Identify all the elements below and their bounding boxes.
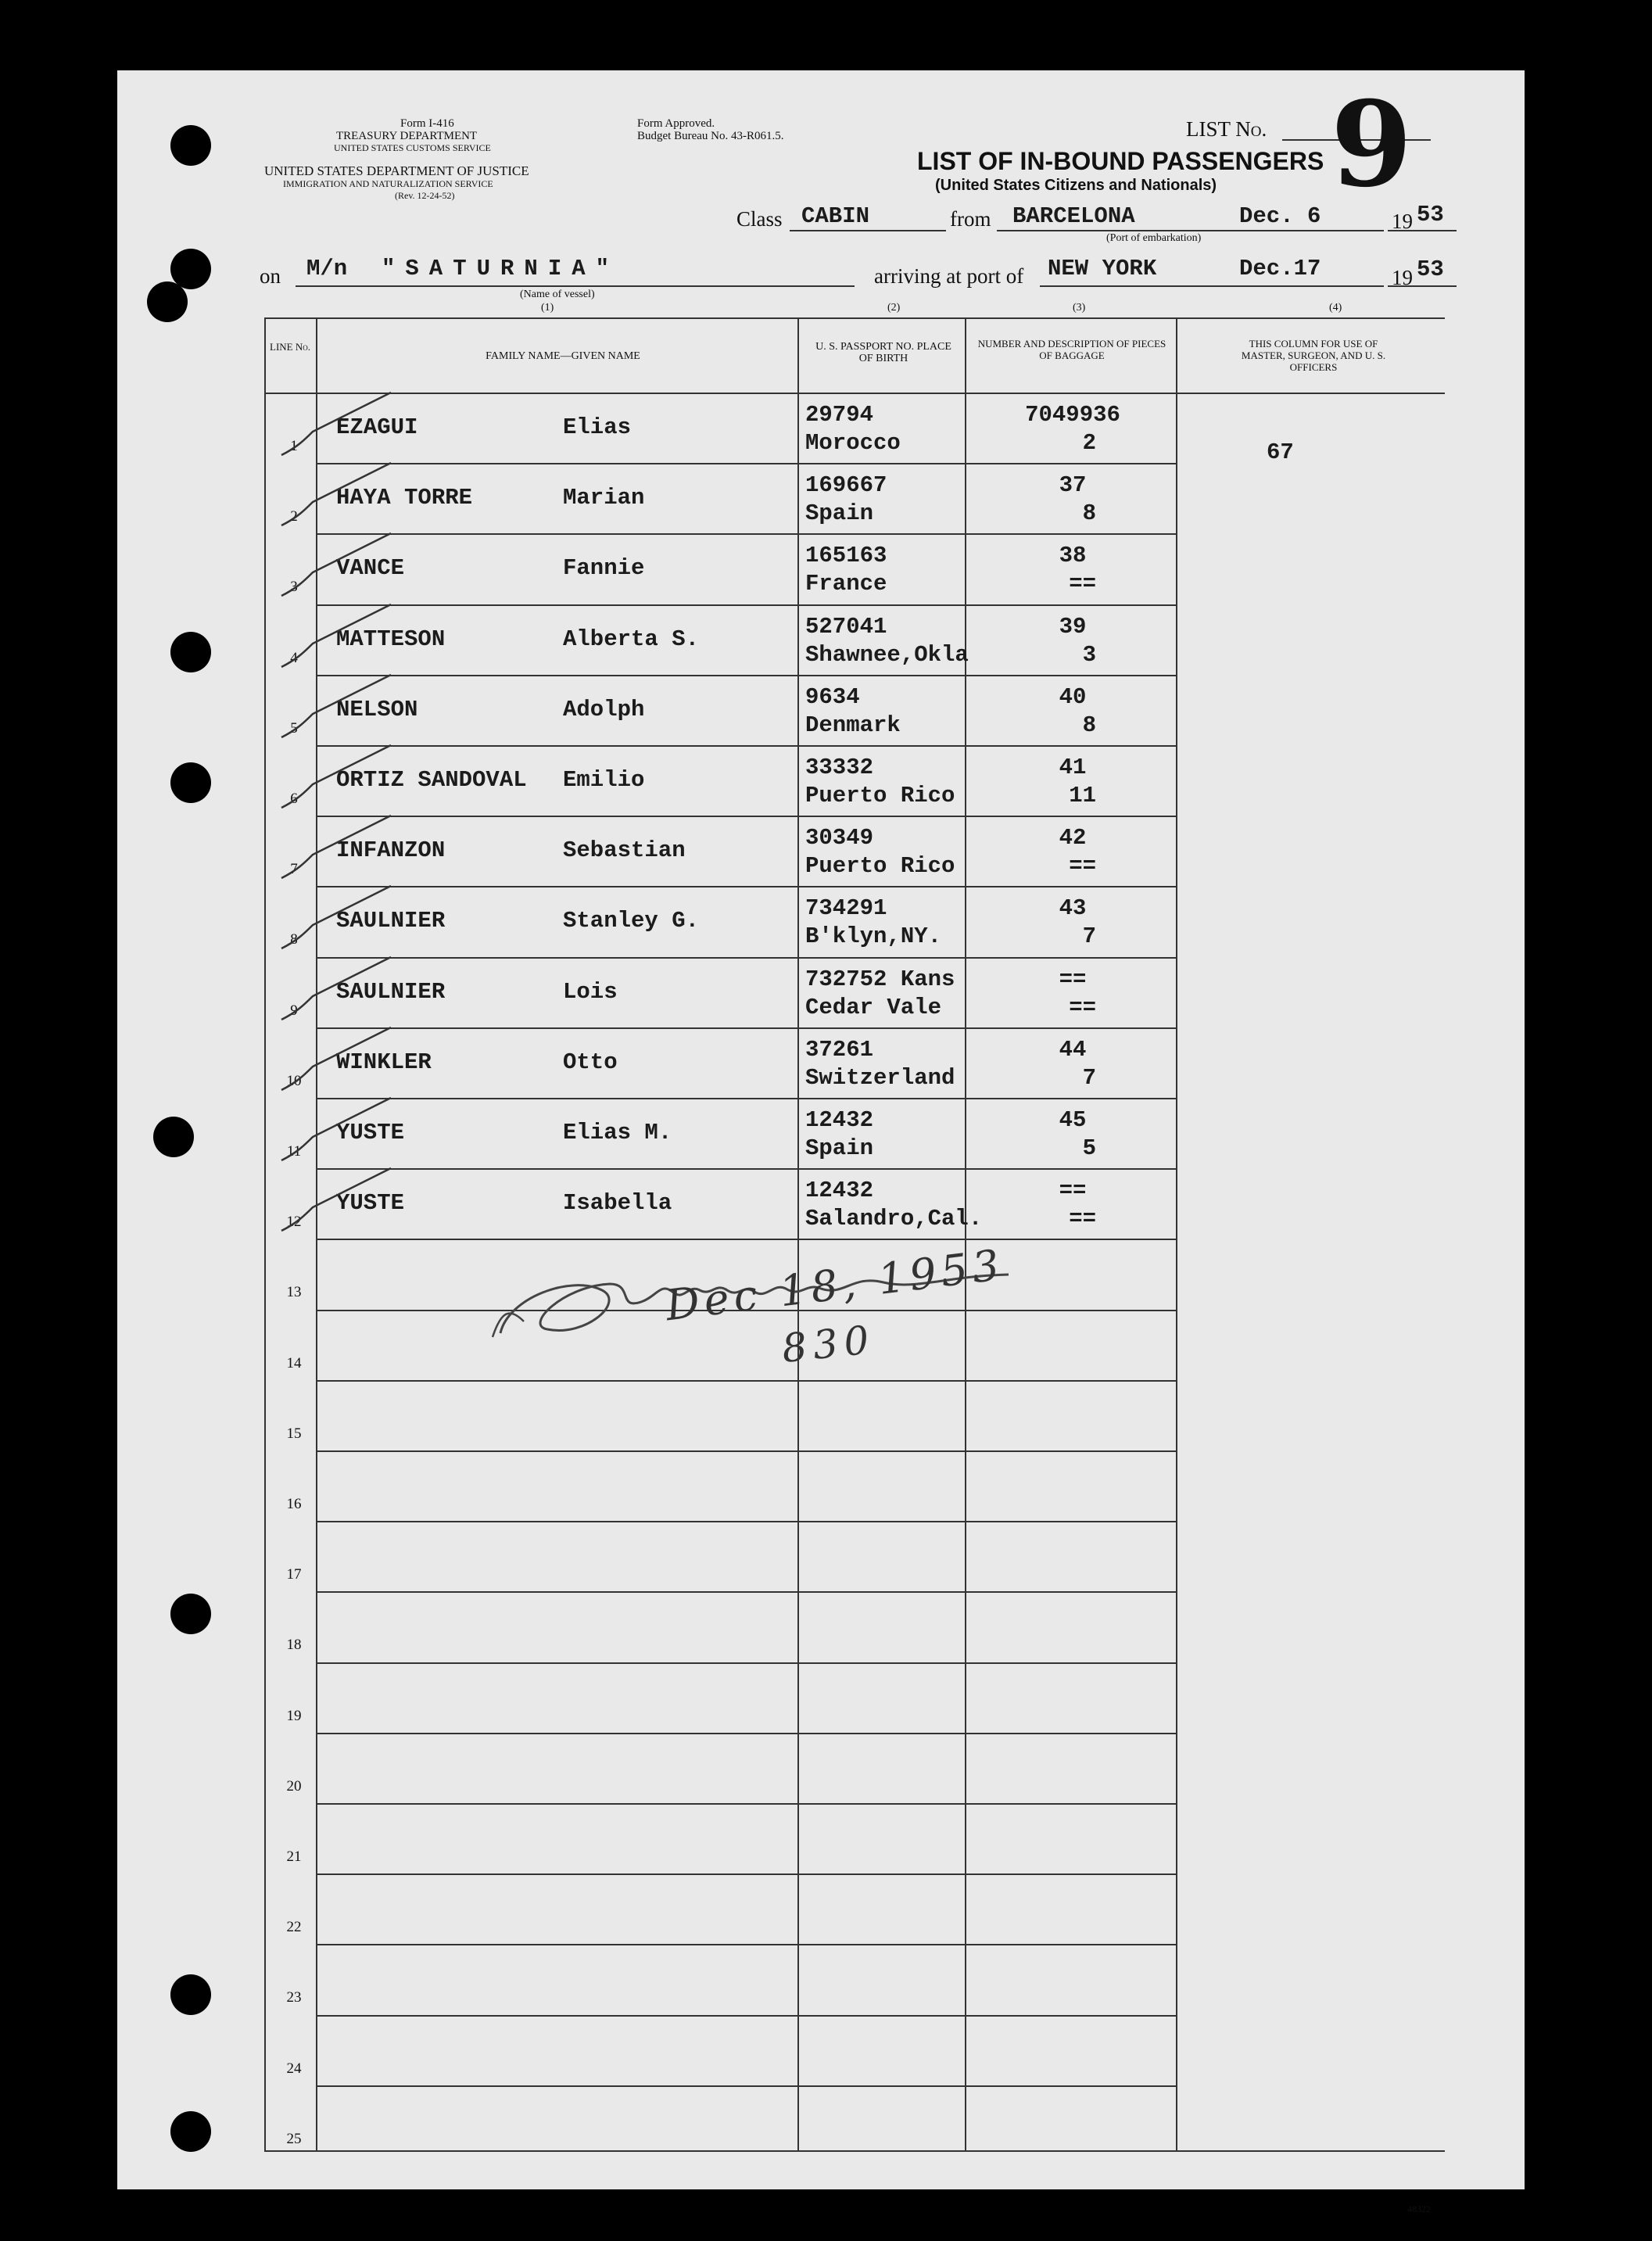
punch-hole: [147, 281, 188, 322]
line-number: 16: [286, 1496, 302, 1512]
row-divider: [316, 1733, 1176, 1734]
line-number: 5: [290, 719, 298, 737]
passport-number: 165163: [805, 543, 887, 569]
form-approved: Form Approved.: [637, 117, 715, 130]
line-number: 3: [290, 579, 298, 596]
baggage-pieces: 3: [1082, 641, 1096, 668]
on-label: on: [260, 264, 281, 288]
passport-number: 37261: [805, 1036, 874, 1063]
depart-year: 53: [1417, 202, 1444, 228]
table-bottom-border: [264, 2150, 1445, 2152]
form-number: Form I-416: [400, 117, 454, 130]
passport-number: 734291: [805, 895, 887, 922]
class-underline: [790, 230, 946, 231]
row-divider: [316, 1873, 1176, 1875]
agency-ins: IMMIGRATION AND NATURALIZATION SERVICE: [283, 178, 493, 189]
place-of-birth: Morocco: [805, 430, 901, 456]
embark-port: BARCELONA: [1012, 203, 1135, 229]
handwritten-date: Dec 18, 1953: [662, 1239, 1007, 1331]
column-number: (4): [1329, 302, 1342, 314]
given-name: Adolph: [563, 696, 645, 722]
given-name: Stanley G.: [563, 908, 700, 934]
line-number: 12: [286, 1214, 302, 1231]
from-label: from: [950, 207, 991, 231]
page-title: LIST OF IN-BOUND PASSENGERS: [917, 147, 1324, 175]
baggage-pieces: 8: [1082, 500, 1096, 527]
baggage-number: 42: [1059, 825, 1087, 852]
place-of-birth: Puerto Rico: [805, 853, 955, 880]
baggage-number: ==: [1059, 1178, 1087, 1204]
arrival-year: 53: [1417, 256, 1444, 282]
punch-hole: [153, 1117, 194, 1157]
place-of-birth: Spain: [805, 1135, 874, 1161]
class-label: Class: [736, 207, 783, 231]
arriving-label: arriving at port of: [874, 264, 1024, 288]
column-number: (3): [1073, 302, 1086, 314]
line-number: 19: [286, 1707, 302, 1724]
page-subtitle: (United States Citizens and Nationals): [935, 177, 1217, 194]
row-divider: [316, 1662, 1176, 1664]
row-divider: [316, 1944, 1176, 1945]
from-underline: [997, 230, 1384, 231]
baggage-pieces: ==: [1069, 994, 1096, 1020]
line-number: 24: [286, 2060, 302, 2077]
baggage-pieces: 11: [1069, 783, 1096, 809]
budget-bureau: Budget Bureau No. 43-R061.5.: [637, 130, 784, 142]
column-number: (2): [887, 302, 901, 314]
baggage-pieces: 2: [1082, 430, 1096, 456]
baggage-number: ==: [1059, 966, 1087, 992]
line-number: 18: [286, 1637, 302, 1654]
given-name: Elias M.: [563, 1120, 672, 1146]
col-header-baggage: NUMBER AND DESCRIPTION OF PIECES OF BAGGAGE: [977, 338, 1166, 361]
passport-number: 9634: [805, 683, 860, 710]
given-name: Sebastian: [563, 837, 686, 864]
arrival-year-underline: [1388, 285, 1457, 287]
depart-date: Dec. 6: [1239, 203, 1321, 229]
baggage-pieces: 7: [1082, 923, 1096, 950]
family-name: VANCE: [336, 555, 405, 582]
row-divider: [316, 2085, 1176, 2087]
place-of-birth: Denmark: [805, 712, 901, 738]
agency-treasury: TREASURY DEPARTMENT: [336, 130, 478, 142]
place-of-birth: France: [805, 571, 887, 597]
line-number: 13: [286, 1284, 302, 1301]
agency-justice: UNITED STATES DEPARTMENT OF JUSTICE: [264, 163, 529, 178]
baggage-pieces: 8: [1082, 712, 1096, 738]
vessel-caption: (Name of vessel): [520, 289, 595, 300]
baggage-number: 40: [1059, 683, 1087, 710]
baggage-number: 37: [1059, 472, 1087, 499]
punch-hole: [170, 2111, 211, 2152]
document-number: 48322: [1407, 2203, 1431, 2214]
row-divider: [316, 1591, 1176, 1593]
row-divider: [316, 1803, 1176, 1805]
family-name: SAULNIER: [336, 978, 446, 1005]
agency-customs: UNITED STATES CUSTOMS SERVICE: [334, 142, 491, 153]
row-divider: [316, 1521, 1176, 1522]
family-name: INFANZON: [336, 837, 446, 864]
place-of-birth: Cedar Vale: [805, 994, 942, 1020]
baggage-pieces: 5: [1082, 1135, 1096, 1161]
line-number: 7: [290, 861, 298, 878]
form-revision: (Rev. 12-24-52): [395, 190, 455, 201]
family-name: ORTIZ SANDOVAL: [336, 767, 527, 793]
family-name: SAULNIER: [336, 908, 446, 934]
vessel-prefix: M/n: [306, 256, 348, 281]
given-name: Emilio: [563, 767, 645, 793]
col-header-name: FAMILY NAME—GIVEN NAME: [486, 350, 640, 362]
list-no-label: LIST No.: [1186, 117, 1267, 141]
family-name: WINKLER: [336, 1049, 432, 1075]
passport-number: 169667: [805, 472, 887, 499]
passport-number: 12432: [805, 1178, 874, 1204]
baggage-number: 41: [1059, 755, 1087, 780]
passport-number: 527041: [805, 613, 887, 640]
family-name: HAYA TORRE: [336, 485, 473, 511]
baggage-number: 38: [1059, 543, 1087, 569]
line-number: 17: [286, 1566, 302, 1583]
line-number: 2: [290, 508, 298, 525]
place-of-birth: Puerto Rico: [805, 783, 955, 809]
baggage-pieces: ==: [1069, 853, 1096, 880]
family-name: MATTESON: [336, 626, 446, 652]
vessel-name: "SATURNIA": [382, 256, 620, 281]
given-name: Elias: [563, 414, 632, 440]
given-name: Fannie: [563, 555, 645, 582]
passport-number: 12432: [805, 1107, 874, 1133]
baggage-pieces: ==: [1069, 571, 1096, 597]
arrival-date: Dec.17: [1239, 256, 1321, 281]
passport-number: 30349: [805, 825, 874, 852]
row-divider: [316, 2015, 1176, 2017]
row-divider: [316, 1450, 1176, 1452]
baggage-number: 7049936: [1025, 402, 1120, 428]
line-number: 20: [286, 1777, 302, 1795]
arrival-port: NEW YORK: [1048, 256, 1157, 281]
family-name: EZAGUI: [336, 414, 418, 440]
line-number: 10: [286, 1072, 302, 1089]
line-number: 6: [290, 791, 298, 807]
line-number: 14: [286, 1354, 302, 1371]
column-divider: [1176, 317, 1177, 2150]
arrival-year-prefix: 19: [1392, 266, 1413, 289]
line-number: 4: [290, 649, 298, 666]
baggage-number: 39: [1059, 613, 1087, 640]
punch-hole: [170, 762, 211, 803]
col-header-line-no: LINE No.: [270, 341, 310, 353]
given-name: Otto: [563, 1049, 618, 1075]
arrival-underline: [1040, 285, 1384, 287]
passport-number: 33332: [805, 755, 874, 780]
line-number: 25: [286, 2130, 302, 2147]
baggage-pieces: 7: [1082, 1064, 1096, 1091]
depart-year-underline: [1388, 230, 1457, 231]
line-number: 11: [286, 1143, 302, 1160]
line-number: 23: [286, 1989, 302, 2006]
punch-hole: [170, 632, 211, 672]
given-name: Marian: [563, 485, 645, 511]
handwritten-signature: [477, 1228, 1118, 1407]
line-number: 15: [286, 1425, 302, 1442]
officer-note: 67: [1267, 439, 1294, 466]
baggage-number: 43: [1059, 895, 1087, 922]
line-number: 22: [286, 1919, 302, 1936]
line-number: 21: [286, 1848, 302, 1865]
port-embark-caption: (Port of embarkation): [1106, 232, 1202, 244]
table-left-border: [264, 317, 266, 2150]
given-name: Alberta S.: [563, 626, 700, 652]
place-of-birth: Shawnee,Okla: [805, 641, 969, 668]
line-number: 1: [290, 438, 298, 454]
punch-hole: [170, 1594, 211, 1634]
col-header-officers: THIS COLUMN FOR USE OF MASTER, SURGEON, AND U. S. OFFICERS: [1241, 338, 1386, 373]
place-of-birth: Switzerland: [805, 1064, 955, 1091]
class-value: CABIN: [801, 203, 870, 229]
table-top-border: [264, 317, 1445, 319]
place-of-birth: B'klyn,NY.: [805, 923, 942, 950]
place-of-birth: Salandro,Cal.: [805, 1206, 983, 1232]
baggage-number: 44: [1059, 1036, 1087, 1063]
line-number: 9: [290, 1002, 298, 1019]
place-of-birth: Spain: [805, 500, 874, 527]
depart-year-prefix: 19: [1392, 210, 1413, 233]
passport-number: 29794: [805, 402, 874, 428]
passport-number: 732752 Kans: [805, 966, 955, 992]
punch-hole: [170, 1974, 211, 2015]
baggage-pieces: ==: [1069, 1206, 1096, 1232]
punch-hole: [170, 125, 211, 166]
family-name: YUSTE: [336, 1120, 405, 1146]
given-name: Isabella: [563, 1190, 672, 1217]
given-name: Lois: [563, 978, 618, 1005]
col-header-passport: U. S. PASSPORT NO. PLACE OF BIRTH: [815, 341, 951, 364]
vessel-underline: [296, 285, 855, 287]
check-mark: [274, 1160, 477, 1246]
list-number: 9: [1331, 76, 1413, 213]
family-name: YUSTE: [336, 1190, 405, 1217]
handwritten-time: 830: [779, 1316, 878, 1372]
baggage-number: 45: [1059, 1107, 1087, 1133]
family-name: NELSON: [336, 696, 418, 722]
line-number: 8: [290, 931, 298, 948]
column-number: (1): [541, 302, 554, 314]
